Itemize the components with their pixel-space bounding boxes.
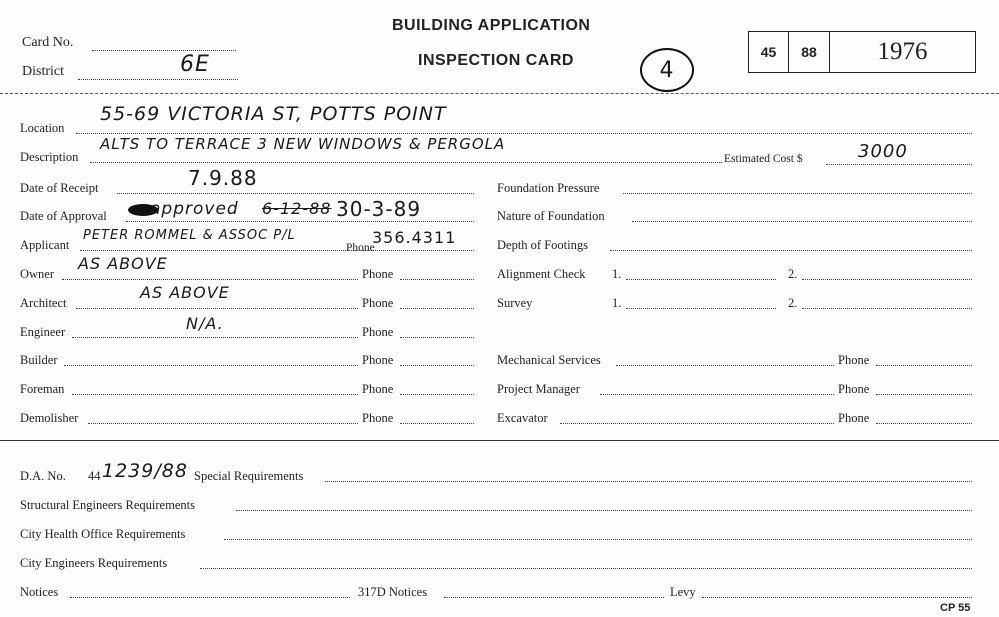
applicant-phone-value: 356.4311 [372, 228, 457, 247]
engineers-requirements-label: City Engineers Requirements [20, 556, 168, 570]
date-of-receipt-value: 7.9.88 [188, 166, 258, 190]
nature-of-foundation-line [632, 221, 972, 222]
survey-line-2 [802, 308, 972, 309]
excavator-phone-line [876, 423, 972, 424]
demolisher-line [88, 423, 358, 424]
description-label: Description [20, 150, 79, 164]
alignment-check-num-2: 2. [788, 267, 798, 281]
location-line [76, 133, 972, 134]
architect-phone-line [400, 308, 474, 309]
nature-of-foundation-label: Nature of Foundation [497, 209, 605, 223]
survey-line-1 [626, 308, 776, 309]
da-no-prefix: 44 [88, 469, 101, 483]
owner-phone-line [400, 279, 474, 280]
district-line [78, 79, 238, 80]
description-line [90, 162, 722, 163]
engineer-label: Engineer [20, 325, 66, 339]
title-line-2: INSPECTION CARD [418, 52, 574, 69]
architect-label: Architect [20, 296, 67, 310]
da-no-label: D.A. No. [20, 469, 66, 483]
alignment-check-label: Alignment Check [497, 267, 586, 281]
reference-cell-1: 45 [760, 44, 777, 60]
mechanical-services-line [616, 365, 834, 366]
header-divider [0, 93, 999, 94]
foundation-pressure-line [623, 193, 972, 194]
district-value: 6E [180, 52, 210, 77]
engineer-line [72, 337, 358, 338]
excavator-phone-label: Phone [838, 411, 870, 425]
alignment-check-line-1 [626, 279, 776, 280]
date-of-approval-value: 30-3-89 [336, 197, 422, 221]
title-line-1: BUILDING APPLICATION [392, 17, 591, 34]
survey-label: Survey [497, 296, 533, 310]
demolisher-phone-label: Phone [362, 411, 394, 425]
architect-phone-label: Phone [362, 296, 394, 310]
notices-317d-label: 317D Notices [358, 585, 428, 599]
project-manager-phone-line [876, 394, 972, 395]
structural-requirements-label: Structural Engineers Requirements [20, 498, 195, 512]
notices-line [70, 597, 350, 598]
reference-box [748, 31, 976, 73]
foreman-phone-line [400, 394, 474, 395]
depth-of-footings-line [610, 250, 972, 251]
project-manager-label: Project Manager [497, 382, 580, 396]
date-of-approval-label: Date of Approval [20, 209, 107, 223]
survey-num-1: 1. [612, 296, 622, 310]
levy-line [702, 597, 972, 598]
mechanical-services-label: Mechanical Services [497, 353, 601, 367]
estimated-cost-label: Estimated Cost $ [724, 153, 803, 165]
demolisher-phone-line [400, 423, 474, 424]
project-manager-phone-label: Phone [838, 382, 870, 396]
owner-line [62, 279, 358, 280]
engineer-phone-label: Phone [362, 325, 394, 339]
date-of-approval-note: approved [150, 199, 239, 219]
architect-value: AS ABOVE [140, 283, 230, 302]
applicant-phone-label: Phone [346, 242, 375, 254]
date-of-receipt-line [117, 193, 474, 194]
foundation-pressure-label: Foundation Pressure [497, 181, 600, 195]
excavator-label: Excavator [497, 411, 548, 425]
reference-cell-2: 88 [801, 44, 817, 60]
builder-phone-line [400, 365, 474, 366]
estimated-cost-value: 3000 [858, 141, 908, 162]
estimated-cost-line [826, 164, 972, 165]
foreman-line [72, 394, 358, 395]
foreman-phone-label: Phone [362, 382, 394, 396]
structural-requirements-line [236, 510, 972, 511]
reference-cell-3: 1976 [877, 38, 928, 65]
da-no-value: 1239/88 [102, 460, 188, 482]
project-manager-line [600, 394, 834, 395]
circled-number-value: 4 [659, 57, 675, 83]
depth-of-footings-label: Depth of Footings [497, 238, 588, 252]
special-requirements-label: Special Requirements [194, 469, 304, 483]
engineer-value: N/A. [186, 314, 224, 333]
owner-phone-label: Phone [362, 267, 394, 281]
form-code: CP 55 [940, 602, 971, 614]
card-no-label: Card No. [22, 35, 74, 50]
notices-label: Notices [20, 585, 59, 599]
engineers-requirements-line [200, 568, 972, 569]
levy-label: Levy [670, 585, 696, 599]
applicant-line [80, 250, 474, 251]
health-requirements-line [224, 539, 972, 540]
builder-label: Builder [20, 353, 58, 367]
mechanical-phone-label: Phone [838, 353, 870, 367]
survey-num-2: 2. [788, 296, 798, 310]
architect-line [76, 308, 358, 309]
location-label: Location [20, 121, 65, 135]
location-value: 55-69 VICTORIA ST, POTTS POINT [100, 103, 447, 125]
alignment-check-line-2 [802, 279, 972, 280]
district-label: District [22, 64, 64, 79]
builder-phone-label: Phone [362, 353, 394, 367]
applicant-value: PETER ROMMEL & ASSOC P/L [83, 228, 296, 243]
health-requirements-label: City Health Office Requirements [20, 527, 186, 541]
description-value: ALTS TO TERRACE 3 NEW WINDOWS & PERGOLA [100, 135, 506, 153]
date-of-approval-line [126, 221, 474, 222]
builder-line [64, 365, 358, 366]
date-of-approval-struck: 6-12-88 [262, 199, 332, 218]
card-no-line [92, 50, 236, 51]
excavator-line [560, 423, 834, 424]
mechanical-phone-line [876, 365, 972, 366]
demolisher-label: Demolisher [20, 411, 79, 425]
engineer-phone-line [400, 337, 474, 338]
alignment-check-num-1: 1. [612, 267, 622, 281]
foreman-label: Foreman [20, 382, 65, 396]
date-of-receipt-label: Date of Receipt [20, 181, 99, 195]
owner-label: Owner [20, 267, 55, 281]
circled-number [640, 48, 694, 92]
special-requirements-line [325, 481, 972, 482]
notices-317d-line [444, 597, 664, 598]
owner-value: AS ABOVE [78, 254, 168, 273]
applicant-label: Applicant [20, 238, 70, 252]
section-divider [0, 440, 999, 441]
